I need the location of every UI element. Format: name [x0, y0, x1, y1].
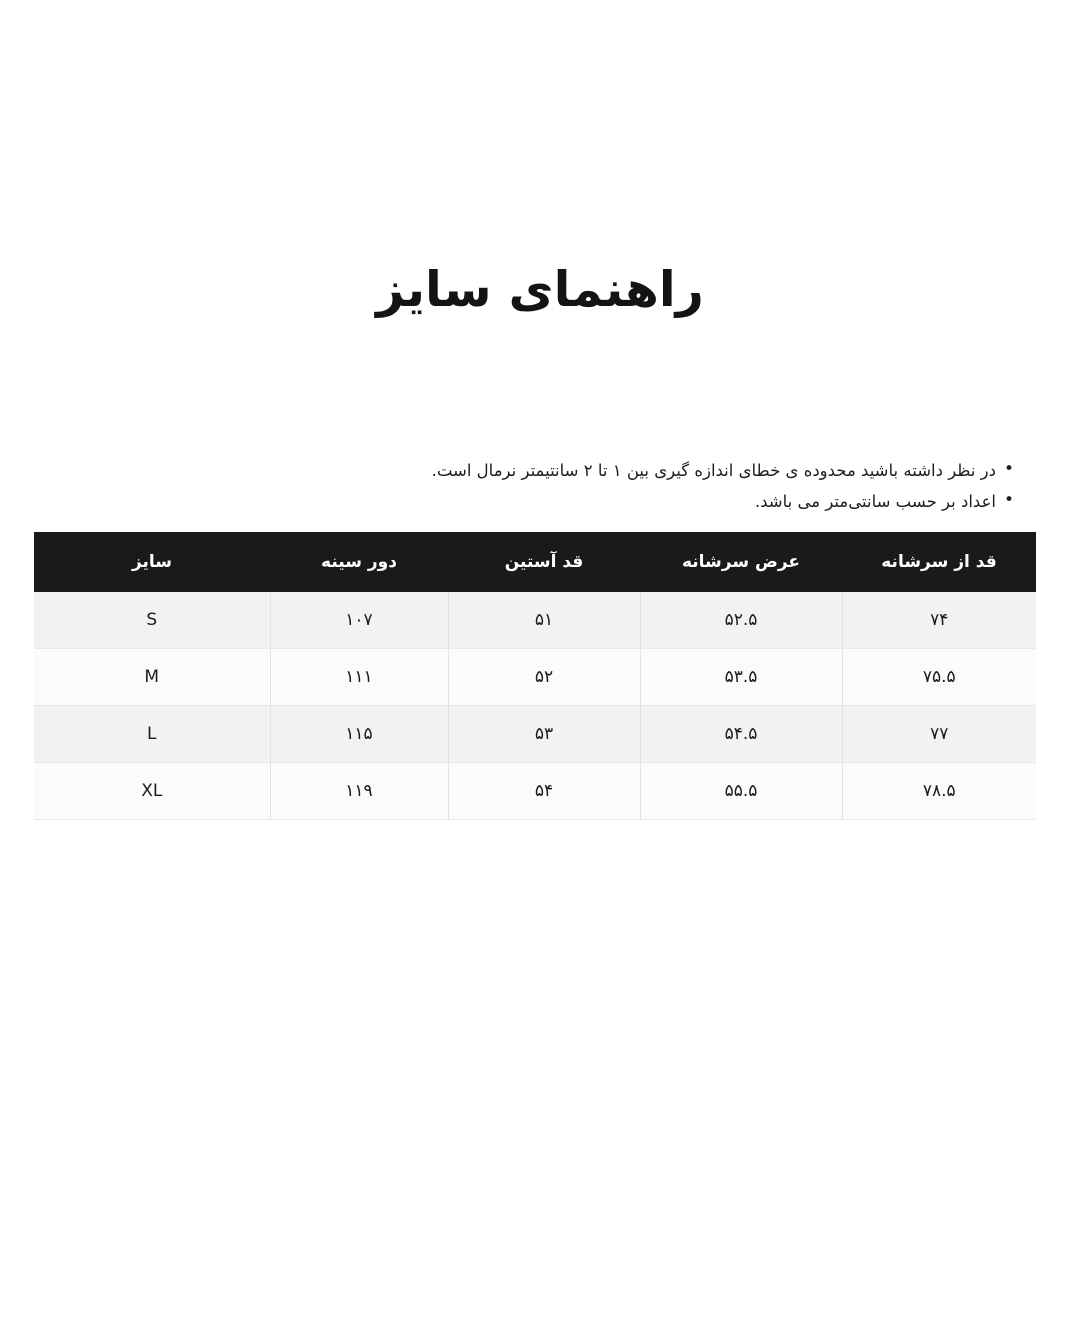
cell-size: L [34, 706, 270, 763]
cell-shoulder-length: ۷۵.۵ [842, 649, 1036, 706]
notes-list [90, 455, 1034, 517]
notes-section [90, 455, 1034, 517]
cell-chest: ۱۰۷ [270, 592, 448, 649]
cell-sleeve-length: ۵۴ [448, 763, 640, 820]
size-table-container [44, 532, 1036, 820]
size-table [34, 532, 1036, 820]
cell-shoulder-width: ۵۵.۵ [640, 763, 842, 820]
column-header-shoulder-width: عرض سرشانه [640, 532, 842, 592]
cell-sleeve-length: ۵۲ [448, 649, 640, 706]
cell-size: M [34, 649, 270, 706]
table-row [34, 649, 1036, 706]
page-title: راهنمای سایز [376, 260, 704, 318]
column-header-size: سایز [34, 532, 270, 592]
size-table-body [34, 592, 1036, 820]
column-header-shoulder-length: قد از سرشانه [842, 532, 1036, 592]
column-header-sleeve-length: قد آستین [448, 532, 640, 592]
cell-shoulder-length: ۷۴ [842, 592, 1036, 649]
cell-shoulder-width: ۵۳.۵ [640, 649, 842, 706]
note-item-1: • در نظر داشته باشید محدوده ی خطای اندازه گیری بین ۱ تا ۲ سانتیمتر نرمال است. [90, 455, 1012, 486]
size-table-head [34, 532, 1036, 592]
cell-size: S [34, 592, 270, 649]
cell-chest: ۱۱۹ [270, 763, 448, 820]
column-header-chest: دور سینه [270, 532, 448, 592]
cell-chest: ۱۱۵ [270, 706, 448, 763]
table-row [34, 592, 1036, 649]
cell-shoulder-length: ۷۸.۵ [842, 763, 1036, 820]
table-row [34, 763, 1036, 820]
cell-sleeve-length: ۵۳ [448, 706, 640, 763]
cell-shoulder-length: ۷۷ [842, 706, 1036, 763]
cell-sleeve-length: ۵۱ [448, 592, 640, 649]
table-row [34, 706, 1036, 763]
cell-size: XL [34, 763, 270, 820]
cell-shoulder-width: ۵۴.۵ [640, 706, 842, 763]
table-header-row [34, 532, 1036, 592]
cell-shoulder-width: ۵۲.۵ [640, 592, 842, 649]
note-item-2: • اعداد بر حسب سانتی‌متر می باشد. [90, 486, 1012, 517]
cell-chest: ۱۱۱ [270, 649, 448, 706]
